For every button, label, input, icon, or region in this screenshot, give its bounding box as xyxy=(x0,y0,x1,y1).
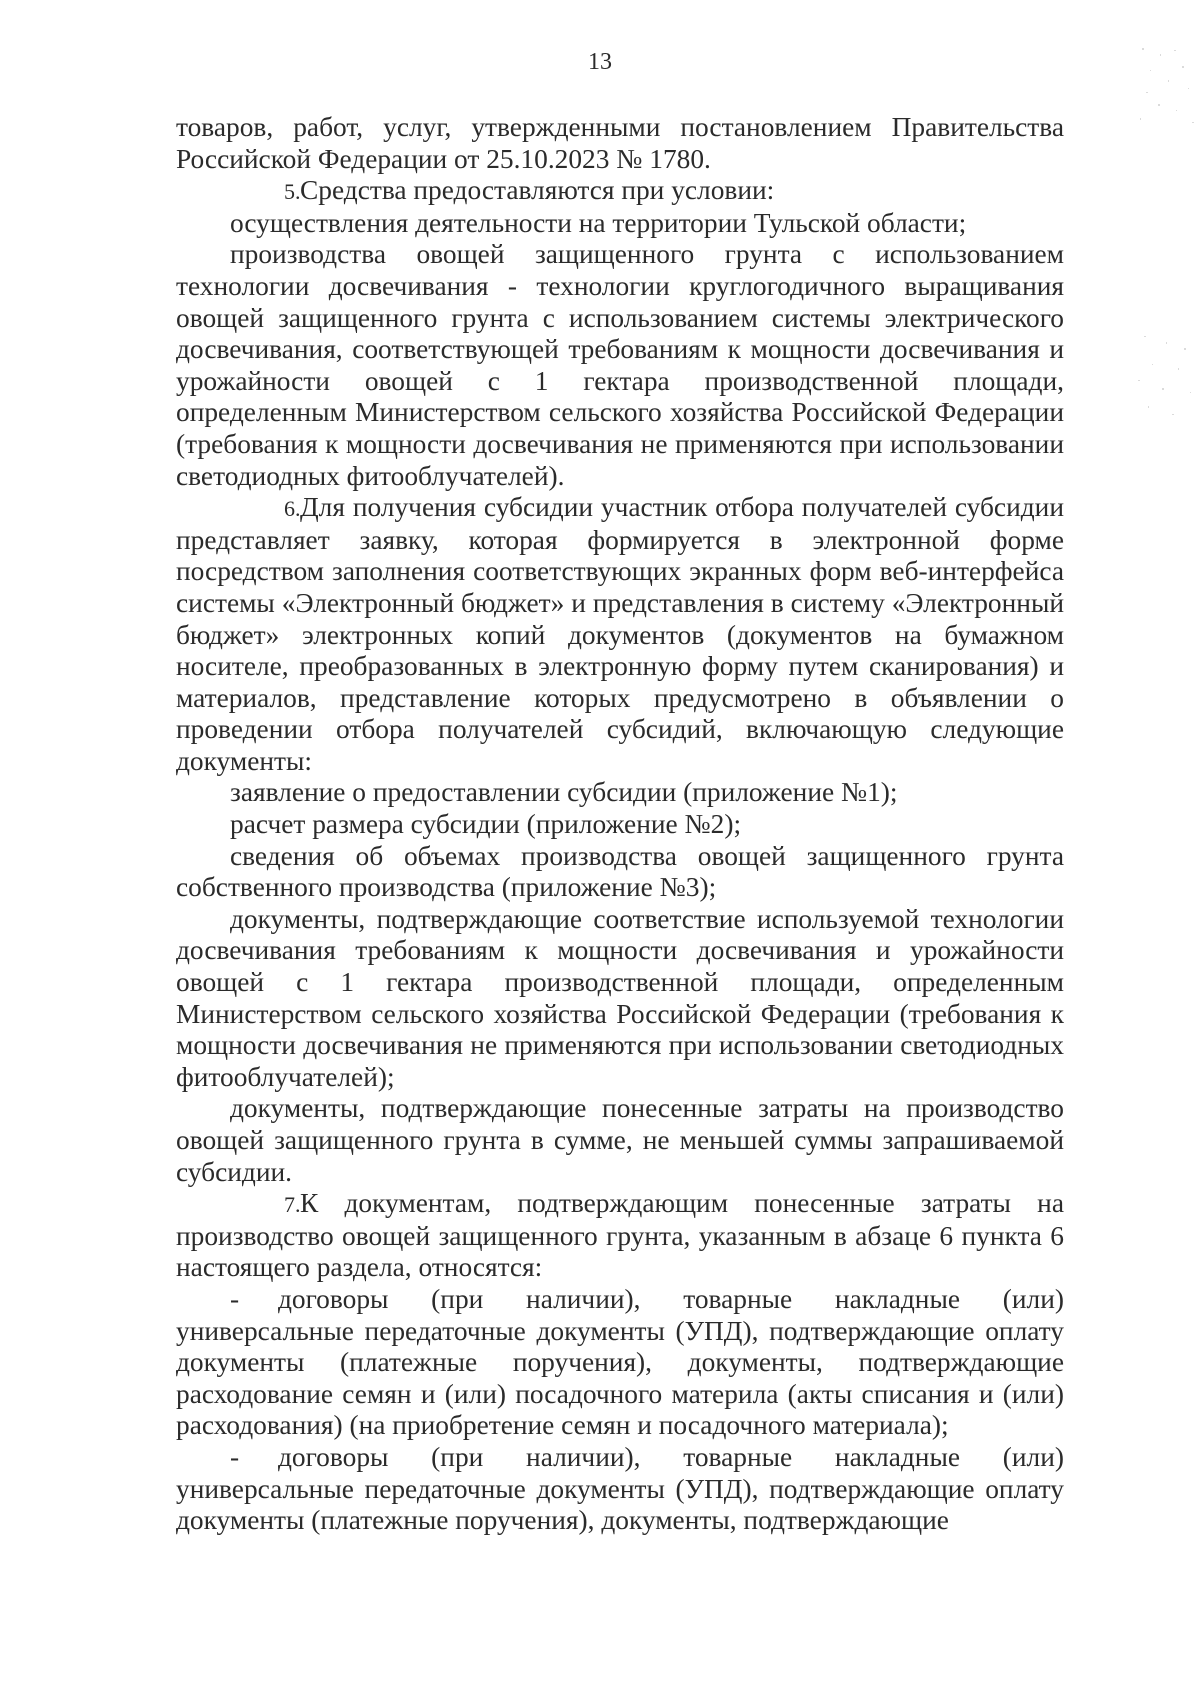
scan-noise-top xyxy=(1130,40,1200,130)
paragraph-continuation: товаров, работ, услуг, утвержденными постановлением Правительства Российской Федерации от 25.10.2023 № 1780. xyxy=(176,112,1064,174)
dash-text: договоры (при наличии), товарные накладные (или) универсальные передаточные документы (УПД), подтверждающие оплату документы (платежные поручения), документы, подтверждающие xyxy=(176,1441,1064,1536)
dash-marker: - xyxy=(230,1283,240,1314)
item-text: К документам, подтверждающим понесенные затраты на производство овощей защищенного грунта, указанным в абзаце 6 пункта 6 настоящего раздела, относятся: xyxy=(176,1188,1064,1283)
item-number: 5. xyxy=(284,179,301,205)
item-number: 7. xyxy=(284,1192,301,1218)
dash-marker: - xyxy=(230,1441,240,1472)
paragraph-doc-application: заявление о предоставлении субсидии (приложение №1); xyxy=(230,777,898,808)
paragraph-doc-technology: документы, подтверждающие соответствие используемой технологии досвечивания требованиям к мощности досвечивания и урожайности овощей с 1 гектара производственной площади, определенным Министерством сельского хозяйства Российской Федерации (требования к мощности досвечивания не применяются при использовании светодиодных фитооблучателей); xyxy=(176,903,1064,1092)
paragraph-item-5 xyxy=(176,175,1064,208)
paragraph-item-7 xyxy=(176,1188,1064,1284)
paragraph-doc-calculation: расчет размера субсидии (приложение №2); xyxy=(230,809,742,840)
paragraph-doc-volumes: сведения об объемах производства овощей защищенного грунта собственного производства (приложение №3); xyxy=(176,840,1064,903)
dash-text: договоры (при наличии), товарные накладные (или) универсальные передаточные документы (УПД), подтверждающие оплату документы (платежные поручения), документы, подтверждающие расходование семян и (или) посадочного материла (акты списания и (или) расходования) (на приобретение семян и посадочного материала); xyxy=(176,1283,1064,1441)
paragraph-condition-territory: осуществления деятельности на территории Тульской области; xyxy=(230,207,967,238)
item-text: Средства предоставляются при условии: xyxy=(300,175,775,206)
paragraph-item-6 xyxy=(176,492,1064,777)
scan-noise-middle xyxy=(1130,330,1200,420)
paragraph-doc-costs: документы, подтверждающие понесенные затраты на производство овощей защищенного грунта в сумме, не меньшей суммы запрашиваемой субсидии. xyxy=(176,1093,1064,1187)
document-body xyxy=(176,112,1064,1537)
item-text: Для получения субсидии участник отбора получателей субсидии представляет заявку, которая формируется в электронной форме посредством заполнения соответствующих экранных форм веб-интерфейса системы «Электронный бюджет» и представления в систему «Электронный бюджет» электронных копий документов (документов на бумажном носителе, преобразованных в электронную форму путем сканирования) и материалов, представление которых предусмотрено в объявлении о проведении отбора получателей субсидий, включающую следующие документы: xyxy=(176,492,1064,776)
item-number: 6. xyxy=(284,496,301,522)
paragraph-dash-seeds xyxy=(176,1284,1064,1442)
page-number: 13 xyxy=(588,49,612,75)
paragraph-condition-technology: производства овощей защищенного грунта с использованием технологии досвечивания - технологии круглогодичного выращивания овощей защищенного грунта с использованием системы электрического досвечивания, соответствующей требованиям к мощности досвечивания и урожайности овощей с 1 гектара производственной площади, определенным Министерством сельского хозяйства Российской Федерации (требования к мощности досвечивания не применяются при использовании светодиодных фитооблучателей). xyxy=(176,239,1064,491)
paragraph-dash-other xyxy=(176,1442,1064,1537)
